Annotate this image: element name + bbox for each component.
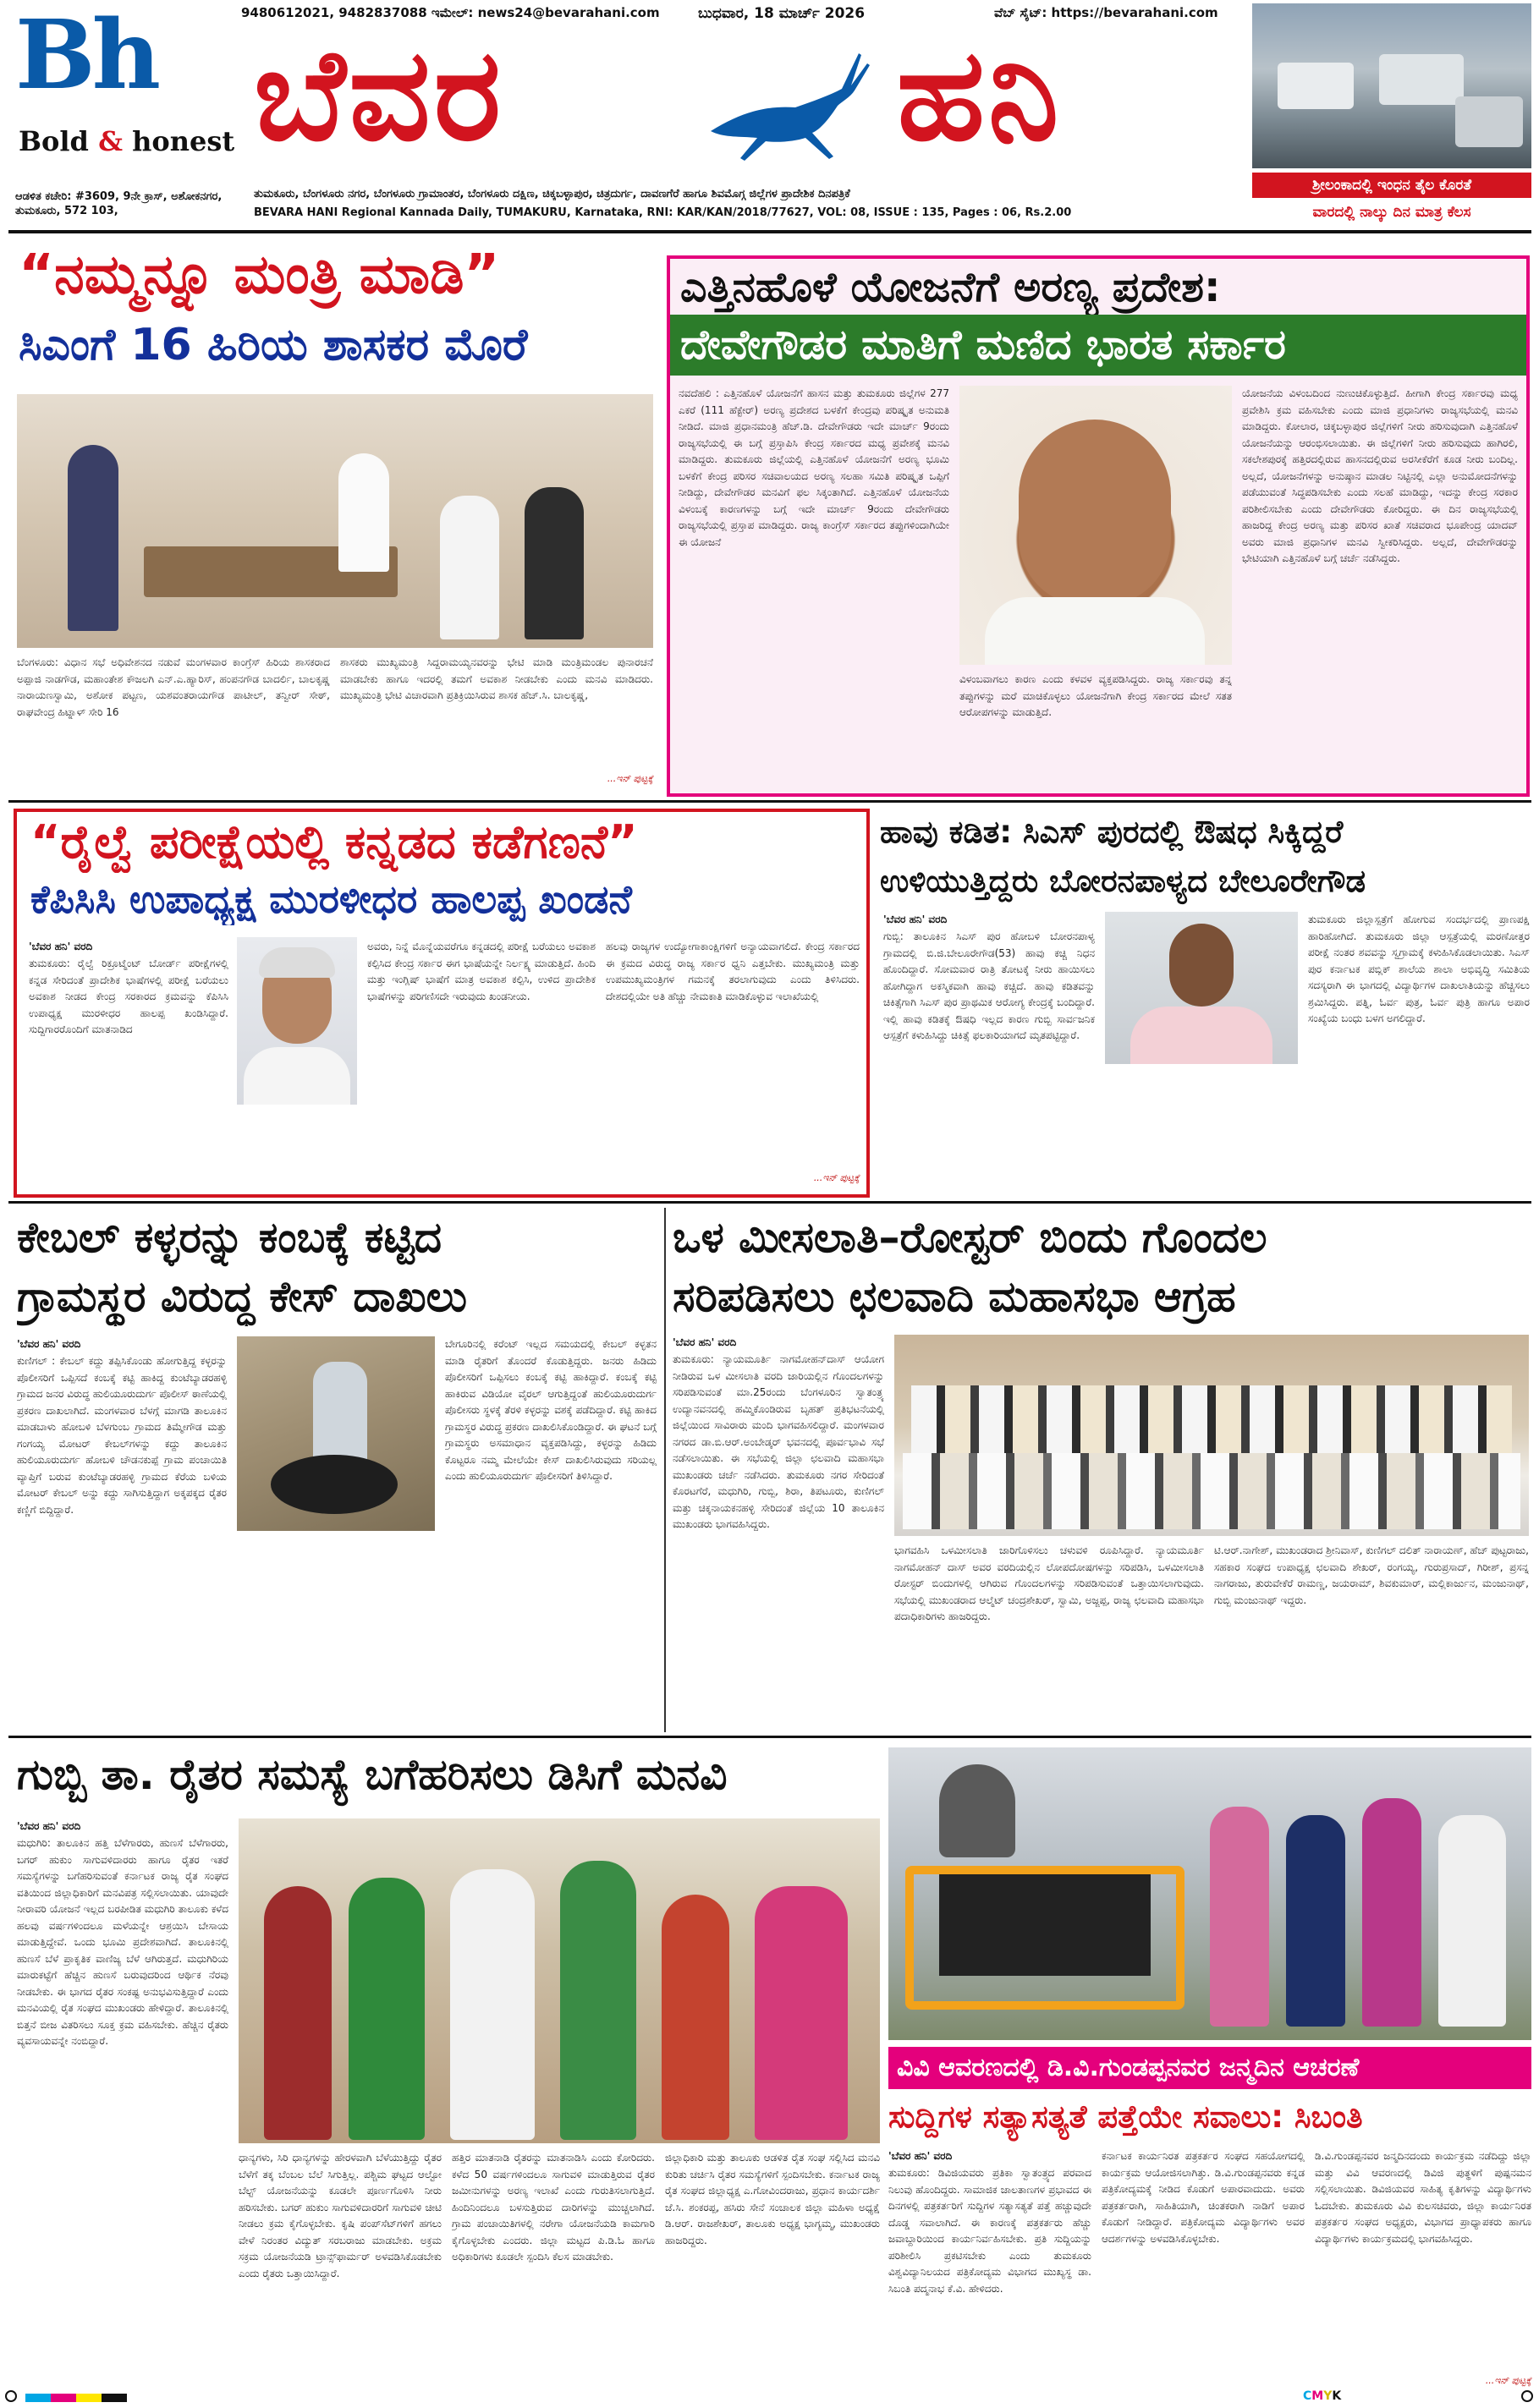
story-column: ಗುಬ್ಬಿ: ತಾಲೂಕಿನ ಸಿಎಸ್ ಪುರ ಹೋಬಳಿ ಬೋರನಪಾಳ್ಯ ಗ್ರಾಮದಲ್ಲಿ ಬಿ.ಜಿ.ಬೇಲೂರೇಗೌಡ(53) ಹಾವು ಕಚ್ಚಿ ನಿಧನ ಹೊಂದಿದ್ದಾರೆ. ಸೋಮವಾರ ರಾತ್ರಿ ತೋಟಕ್ಕೆ ನೀರು ಹಾಯಿಸಲು ಹೋಗಿದ್ದಾಗ ಅಕಸ್ಮಿಕವಾಗಿ ಹಾವು ಕಚ್ಚಿದೆ. ಹಾವು ಕಡಿತವನ್ನು ಚಿಕಿತ್ಸೆಗಾಗಿ ಸಿಎಸ್ ಪುರ ಪ್ರಾಥಮಿಕ ಆರೋಗ್ಯ ಕೇಂದ್ರಕ್ಕೆ ಬಂದಿದ್ದಾರೆ. ಇಲ್ಲಿ ಹಾವು ಕಡಿತಕ್ಕೆ ಔಷಧಿ ಇಲ್ಲದ ಕಾರಣ ಗುಬ್ಬಿ ಸಾರ್ವಜನಿಕ ಆಸ್ಪತ್ರೆಗೆ ಕಳುಹಿಸಿದ್ದು ಚಿಕಿತ್ಸೆ ಫಲಕಾರಿಯಾಗದೆ ಮೃತಪಟ್ಟಿದ್ದಾರೆ. <box>883 930 1095 1041</box>
story-photo-devegowda <box>959 386 1232 665</box>
photo-vehicle <box>1278 63 1354 109</box>
website-line: ವೆಬ್ ಸೈಟ್: https://bevarahani.com <box>994 5 1218 20</box>
story-subheadline: ದೇವೇಗೌಡರ ಮಾತಿಗೆ ಮಣಿದ ಭಾರತ ಸರ್ಕಾರ <box>670 315 1526 376</box>
edition-line: ತುಮಕೂರು, ಬೆಂಗಳೂರು ನಗರ, ಬೆಂಗಳೂರು ಗ್ರಾಮಾಂತರ, ಬೆಂಗಳೂರು ದಕ್ಷಿಣ, ಚಿಕ್ಕಬಳ್ಳಾಪುರ, ಚಿತ್ರದುರ್ಗ, ದಾವಣಗೆರೆ ಹಾಗೂ ಶಿವಮೊಗ್ಗ ಜಿಲ್ಲೆಗಳ ಪ್ರಾದೇಶಿಕ ದಿನಪತ್ರಿಕೆ <box>254 188 850 200</box>
story-photo-meeting <box>17 394 653 648</box>
photo-person <box>440 496 499 639</box>
story-column: ಯೋಜನೆಯ ವಿಳಂಬದಿಂದ ನುಣುಚಿಕೊಳ್ಳುತ್ತಿದೆ. ಹೀಗಾಗಿ ಕೇಂದ್ರ ಸರ್ಕಾರವು ಮಧ್ಯ ಪ್ರವೇಶಿಸಿ ಕ್ರಮ ವಹಿಸಬೇಕು ಎಂದು ಮಾಜಿ ಪ್ರಧಾನಿಗಳು ರಾಜ್ಯಸಭೆಯಲ್ಲಿ ಮನವಿ ಮಾಡಿದ್ದರು. ಕೋಲಾರ, ಚಿಕ್ಕಬಳ್ಳಾಪುರ ಜಿಲ್ಲೆಗಳಿಗೆ ನೀರು ಹರಿಸುವುದಾಗಿ ಎತ್ತಿನಹೊಳೆ ಯೋಜನೆಯನ್ನು ಆರಂಭಿಸಲಾಯಿತು. ಈ ಜಿಲ್ಲೆಗಳಿಗೆ ನೀರು ಹರಿಸುವುದು ಹಾಗಿರಲಿ, ಸಕಲೇಶಪುರಕ್ಕೆ ಹತ್ತಿರದಲ್ಲಿರುವ ಹಾಸನದಲ್ಲಿರುವ ಅರಸೀಕೆರೆಗೆ ಕೂಡ ನೀರು ಬಂದಿಲ್ಲ. ಅಲ್ಲದೆ, ಯೋಜನೆಗಳನ್ನು ಅನುಷ್ಠಾನ ಮಾಡಲ ನಿಟ್ಟಿನಲ್ಲಿ ಎಲ್ಲಾ ಅನುಮೋದನೆಗಳನ್ನು ಪಡೆಯುವಂತೆ ಸಿದ್ಧಪಡಿಸಬೇಕು ಎಂದು ಸಲಹೆ ಮಾಡಿದ್ದು, ಇದನ್ನು ಕೇಂದ್ರ ಸರಕಾರ ಪರಿಶೀಲಿಸಬೇಕು ಎಂದು ದೇವೇಗೌಡರು ಕೋರಿದ್ದರು. ಈ ದಿನ ರಾಜ್ಯಸಭೆಯಲ್ಲಿ ಹಾಜರಿದ್ದ ಕೇಂದ್ರ ಅರಣ್ಯ ಮತ್ತು ಪರಿಸರ ಖಾತೆ ಸಚಿವರಾದ ಭೂಪೇಂದ್ರ ಯಾದವ್ ಅವರು ಮಾಜಿ ಪ್ರಧಾನಿಗಳ ಮನವಿ ಸ್ವೀಕರಿಸಿದ್ದರು. ಅಲ್ಲದೆ, ದೇವೇಗೌಡರನ್ನು ಭೇಟಿಯಾಗಿ ಎತ್ತಿನಹೊಳೆ ಬಗ್ಗೆ ಚರ್ಚೆ ನಡೆಸಿದ್ದರು. <box>1242 387 1518 564</box>
registration-mark-icon <box>5 2390 17 2402</box>
story-photo-muralidhar <box>237 937 357 1105</box>
story-column: ತುಮಕೂರು: ಡಿವಿಜಿಯವರು ಪ್ರತಿಕಾ ಸ್ವಾತಂತ್ರ್ಯದ ಪರವಾದ ನಿಲುವು ಹೊಂದಿದ್ದರು. ಸಾಮಾಜಿಕ ಜಾಲತಾಣಗಳ ಪ್ರಭಾವದ ಈ ದಿನಗಳಲ್ಲಿ ಪತ್ರಕರ್ತರಿಗೆ ಸುದ್ದಿಗಳ ಸತ್ಯಾಸತ್ಯತೆ ಪತ್ತೆ ಹಚ್ಚುವುದೇ ದೊಡ್ಡ ಸವಾಲಾಗಿದೆ. ಈ ಕಾರಣಕ್ಕೆ ಪತ್ರಕರ್ತರು ಹೆಚ್ಚು ಜವಾಬ್ದಾರಿಯಿಂದ ಕಾರ್ಯನಿರ್ವಹಿಸಬೇಕು. ಪ್ರತಿ ಸುದ್ದಿಯನ್ನು ಪರಿಶೀಲಿಸಿ ಪ್ರಕಟಿಸಬೇಕು ಎಂದು ತುಮಕೂರು ವಿಶ್ವವಿದ್ಯಾನಿಲಯದ ಪತ್ರಿಕೋದ್ಯಮ ವಿಭಾಗದ ಮುಖ್ಯಸ್ಥ ಡಾ. ಸಿಬಂತಿ ಪದ್ಮನಾಭ ಕೆ.ವಿ. ಹೇಳಿದರು. <box>888 2167 1091 2295</box>
photo-face <box>1169 924 1234 1007</box>
logo-tagline-amp: & <box>98 125 123 157</box>
story-column: ಹಲವು ರಾಜ್ಯಗಳ ಉದ್ಯೋಗಾಕಾಂಕ್ಷಿಗಳಿಗೆ ಅನ್ಯಾಯವಾಗಲಿದೆ. ಕೇಂದ್ರ ಸರ್ಕಾರದ ಈ ಕ್ರಮದ ವಿರುದ್ಧ ರಾಜ್ಯ ಸರ್ಕಾರ ಧ್ವನಿ ಎತ್ತಬೇಕು. ಮುಖ್ಯಮಂತ್ರಿ ಮತ್ತು ಉಪಮುಖ್ಯಮಂತ್ರಿಗಳ ಗಮನಕ್ಕೆ ತರಲಾಗುವುದು ಎಂದು ತಿಳಿಸಿದರು. ದೇಶದಲ್ಲಿಯೇ ಅತಿ ಹೆಚ್ಚು ನೇಮಕಾತಿ ಮಾಡಿಕೊಳ್ಳುವ ಇಲಾಖೆಯಲ್ಲಿ <box>606 941 860 1002</box>
section-rule <box>8 1201 1531 1204</box>
story-column: ಹತ್ತಿರ ಮಾತನಾಡಿ ರೈತರನ್ನು ಮಾತನಾಡಿಸಿ ಎಂದು ಕೋರಿದರು. ಕಳೆದ 50 ವರ್ಷಗಳಿಂದಲೂ ಸಾಗುವಳಿ ಮಾಡುತ್ತಿರುವ ರೈತರ ಜಮೀನುಗಳನ್ನು ಅರಣ್ಯ ಇಲಾಖೆ ಎಂದು ಗುರುತಿಸಲಾಗುತ್ತಿದೆ. ಹಿಂದಿನಿಂದಲೂ ಬಳಸುತ್ತಿರುವ ದಾರಿಗಳನ್ನು ಮುಚ್ಚಲಾಗಿದೆ. ಗ್ರಾಮ ಪಂಚಾಯಿತಿಗಳಲ್ಲಿ ನರೇಗಾ ಯೋಜನೆಯಡಿ ಕಾಮಗಾರಿ ಕೈಗೊಳ್ಳಬೇಕು ಎಂದರು. ಜಿಲ್ಲಾ ಮಟ್ಟದ ಪಿ.ಡಿ.ಓ ಹಾಗೂ ಅಧಿಕಾರಿಗಳು ಕೂಡಲೇ ಸ್ಪಂದಿಸಿ ಕೆಲಸ ಮಾಡಬೇಕು. <box>452 2152 655 2263</box>
story-headline: “ರೈಲ್ವೆ ಪರೀಕ್ಷೆಯಲ್ಲಿ ಕನ್ನಡದ ಕಡೆಗಣನೆ” <box>30 815 638 869</box>
story-byline: 'ಬೆವರ ಹನಿ' ವರದಿ <box>17 1820 81 1832</box>
story-farmers <box>17 1742 882 2394</box>
story-column: ಡಿ.ವಿ.ಗುಂಡಪ್ಪನವರ ಜನ್ಮದಿನದಂದು ಕಾರ್ಯಕ್ರಮ ನಡೆದಿದ್ದು ಜಿಲ್ಲಾ ಮತ್ತು ವಿವಿ ಆವರಣದಲ್ಲಿ ಡಿವಿಜಿ ಪುತ್ಥಳಿಗೆ ಪುಷ್ಪನಮನ ಸಲ್ಲಿಸಲಾಯಿತು. ಡಿವಿಜಿಯವರ ಸಾಹಿತ್ಯ ಕೃತಿಗಳನ್ನು ವಿದ್ಯಾರ್ಥಿಗಳು ಓದಬೇಕು. ತುಮಕೂರು ವಿವಿ ಕುಲಸಚಿವರು, ಜಿಲ್ಲಾ ಕಾರ್ಯನಿರತ ಪತ್ರಕರ್ತರ ಸಂಘದ ಅಧ್ಯಕ್ಷರು, ವಿಭಾಗದ ಪ್ರಾಧ್ಯಾಪಕರು ಹಾಗೂ ವಿದ್ಯಾರ್ಥಿಗಳು ಕಾರ್ಯಕ್ರಮದಲ್ಲಿ ಭಾಗವಹಿಸಿದ್ದರು. <box>1315 2150 1531 2245</box>
story-column: ಬೇಗೂರಿನಲ್ಲಿ ಕರೆಂಟ್ ಇಲ್ಲದ ಸಮಯದಲ್ಲಿ ಕೇಬಲ್ ಕಳ್ಳತನ ಮಾಡಿ ರೈತರಿಗೆ ತೊಂದರೆ ಕೊಡುತ್ತಿದ್ದರು. ಜನರು ಹಿಡಿದು ಪೊಲೀಸರಿಗೆ ಒಪ್ಪಿಸಲು ಕಂಬಕ್ಕೆ ಕಟ್ಟಿ ಹಾಕಿದ್ದಾರೆ. ಕಂಬಕ್ಕೆ ಕಟ್ಟಿ ಹಾಕಿರುವ ವಿಡಿಯೋ ವೈರಲ್ ಆಗುತ್ತಿದ್ದಂತೆ ಹುಲಿಯೂರುದುರ್ಗ ಪೊಲೀಸರು ಸ್ಥಳಕ್ಕೆ ತೆರಳಿ ಕಳ್ಳರನ್ನು ವಶಕ್ಕೆ ಪಡೆದಿದ್ದಾರೆ. ಕಟ್ಟಿ ಹಾಕಿದ ಗ್ರಾಮಸ್ಥರ ವಿರುದ್ಧ ಪ್ರಕರಣ ದಾಖಲಿಸಿಕೊಂಡಿದ್ದಾರೆ. ಈ ಘಟನೆ ಬಗ್ಗೆ ಗ್ರಾಮಸ್ಥರು ಅಸಮಾಧಾನ ವ್ಯಕ್ತಪಡಿಸಿದ್ದು, ಕಳ್ಳರನ್ನು ಹಿಡಿದು ಕೊಟ್ಟರೂ ನಮ್ಮ ಮೇಲೆಯೇ ಕೇಸ್ ದಾಖಲಿಸಿರುವುದು ಸರಿಯಲ್ಲ ಎಂದು ಹುಲಿಯೂರುದುರ್ಗ ಪೊಲೀಸರಿಗೆ ತಿಳಿಸಿದ್ದಾರೆ. <box>445 1338 657 1482</box>
cmyk-swatch-black <box>102 2394 127 2402</box>
photo-person <box>1210 1807 1269 2027</box>
masthead-title-left: ಬೆವರ <box>254 22 505 169</box>
story-headline: ಕೇಬಲ್ ಕಳ್ಳರನ್ನು ಕಂಬಕ್ಕೆ ಕಟ್ಟಿದ <box>17 1213 442 1262</box>
registration-mark-icon <box>1521 2390 1533 2402</box>
photo-flowers <box>905 1866 1184 2010</box>
photo-person <box>313 1362 367 1463</box>
photo-person <box>349 1878 425 2140</box>
story-column: ಕರ್ನಾಟಕ ಕಾರ್ಯನಿರತ ಪತ್ರಕರ್ತರ ಸಂಘದ ಸಹಯೋಗದಲ್ಲಿ ಕಾರ್ಯಕ್ರಮ ಆಯೋಜಿಸಲಾಗಿತ್ತು. ಡಿ.ವಿ.ಗುಂಡಪ್ಪನವರು ಕನ್ನಡ ಪತ್ರಿಕೋದ್ಯಮಕ್ಕೆ ನೀಡಿದ ಕೊಡುಗೆ ಅಪಾರವಾದುದು. ಅವರು ಪತ್ರಕರ್ತರಾಗಿ, ಸಾಹಿತಿಯಾಗಿ, ಚಿಂತಕರಾಗಿ ನಾಡಿಗೆ ಅಪಾರ ಕೊಡುಗೆ ನೀಡಿದ್ದಾರೆ. ಪತ್ರಿಕೋದ್ಯಮ ವಿದ್ಯಾರ್ಥಿಗಳು ಅವರ ಆದರ್ಶಗಳನ್ನು ಅಳವಡಿಸಿಕೊಳ್ಳಬೇಕು. <box>1102 2150 1305 2245</box>
story-subheadline: ಉಳಿಯುತ್ತಿದ್ದರು ಬೋರನಪಾಳ್ಯದ ಬೇಲೂರೇಗೌಡ <box>880 863 1366 899</box>
cmyk-letter-c: C <box>1303 2389 1312 2403</box>
story-headline: ವಿವಿ ಆವರಣದಲ್ಲಿ ಡಿ.ವಿ.ಗುಂಡಪ್ಪನವರ ಜನ್ಮದಿನ ಆಚರಣೆ <box>888 2047 1531 2089</box>
section-rule <box>8 800 1531 803</box>
cmyk-letter-k: K <box>1332 2389 1342 2403</box>
story-column: ಮಧುಗಿರಿ: ತಾಲೂಕಿನ ಹತ್ತಿ ಬೆಳೆಗಾರರು, ಹುಣಸೆ ಬೆಳೆಗಾರರು, ಬಗರ್ ಹುಕುಂ ಸಾಗುವಳಿದಾರರು ಹಾಗೂ ರೈತರ ಇತರೆ ಸಮಸ್ಯೆಗಳನ್ನು ಬಗೆಹರಿಸುವಂತೆ ಕರ್ನಾಟಕ ರಾಜ್ಯ ರೈತ ಸಂಘದ ವತಿಯಿಂದ ಜಿಲ್ಲಾಧಿಕಾರಿಗೆ ಮನವಿಪತ್ರ ಸಲ್ಲಿಸಲಾಯಿತು. ಯಾವುದೇ ನೀರಾವರಿ ಯೋಜನೆ ಇಲ್ಲದ ಬರಪೀಡಿತ ಮಧುಗಿರಿ ತಾಲೂಕು ಕಳೆದ ಹಲವು ವರ್ಷಗಳಿಂದಲೂ ಮಳೆಯನ್ನೇ ಆಶ್ರಯಿಸಿ ಬೇಸಾಯ ಮಾಡುತ್ತಿದ್ದೇವೆ. ಒಂದು ಭೂಮಿ ಪ್ರದೇಶವಾಗಿದೆ. ತಾಲೂಕಿನಲ್ಲಿ ಹುಣಸೆ ಬೆಳೆ ಪ್ರಾಕೃತಿಕ ವಾಣಿಜ್ಯ ಬೆಳೆ ಆಗಿರುತ್ತದೆ. ಮಧುಗಿರಿಯ ಮಾರುಕಟ್ಟೆಗೆ ಹೆಚ್ಚಿನ ಹುಣಸೆ ಬರುವುದರಿಂದ ಆರ್ಥಿಕ ನೆರವು ನೀಡಬೇಕು. ಈ ಭಾಗದ ರೈತರ ಸಂಕಷ್ಟ ಅನುಭವಿಸುತ್ತಿದ್ದಾರೆ ಎಂದು ಮನವಿಯಲ್ಲಿ ರೈತ ಸಂಘದ ಮುಖಂಡರು ಹೇಳಿದ್ದಾರೆ. ತಾಲೂಕಿನಲ್ಲಿ ಬಿತ್ತನೆ ಬೀಜ ವಿತರಿಸಲು ಸೂಕ್ತ ಕ್ರಮ ವಹಿಸಬೇಕು. ಹೆಚ್ಚಿನ ರೈತರು ವ್ಯವಸಾಯವನ್ನೇ ನಂಬಿದ್ದಾರೆ. <box>17 1837 228 2047</box>
story-photo-belooregowda <box>1105 912 1298 1064</box>
story-subheadline: ಸಿಎಂಗೆ 16 ಹಿರಿಯ ಶಾಸಕರ ಮೊರೆ <box>19 320 528 370</box>
story-subheadline: ಕೆಪಿಸಿಸಿ ಉಪಾಧ್ಯಕ್ಷ ಮುರಳೀಧರ ಹಾಲಪ್ಪ ಖಂಡನೆ <box>30 876 632 922</box>
story-column: ನವದೆಹಲಿ : ಎತ್ತಿನಹೊಳೆ ಯೋಜನೆಗೆ ಹಾಸನ ಮತ್ತು ತುಮಕೂರು ಜಿಲ್ಲೆಗಳ 277 ಎಕರೆ (111 ಹೆಕ್ಟೇರ್) ಅರಣ್ಯ ಪ್ರದೇಶದ ಬಳಕೆಗೆ ಕೇಂದ್ರವು ಪರಿಷ್ಕೃತ ಅನುಮತಿ ನೀಡಿದೆ. ಮಾಜಿ ಪ್ರಧಾನಮಂತ್ರಿ ಹೆಚ್.ಡಿ. ದೇವೇಗೌಡರು ಇದೇ ಮಾರ್ಚ್ 9ರಂದು ರಾಜ್ಯಸಭೆಯಲ್ಲಿ ಈ ಬಗ್ಗೆ ಪ್ರಸ್ತಾಪಿಸಿ ಕೇಂದ್ರ ಸರ್ಕಾರದ ಮಧ್ಯ ಪ್ರವೇಶಕ್ಕೆ ಮನವಿ ಮಾಡಿದ್ದರು. ತುಮಕೂರು ಜಿಲ್ಲೆಯಲ್ಲಿ ಎತ್ತಿನಹೊಳೆ ಯೋಜನೆಗೆ ಅರಣ್ಯ ಭೂಮಿ ಬಳಕೆಗೆ ಕೇಂದ್ರ ಪರಿಸರ ಸಚಿವಾಲಯದ ಅರಣ್ಯ ಸಲಹಾ ಸಮಿತಿ ಪರಿಷ್ಕೃತ ಒಪ್ಪಿಗೆ ನೀಡಿದ್ದು, ದೇವೇಗೌಡರ ಮನವಿಗೆ ಫಲ ಸಿಕ್ಕಂತಾಗಿದೆ. ಎತ್ತಿನಹೊಳೆ ಯೋಜನೆಯ ವಿಳಂಬಕ್ಕೆ ಕಾರಣಗಳನ್ನು ಬಗ್ಗೆ ಇದೇ ಮಾರ್ಚ್ 9ರಂದು ದೇವೇಗೌಡರು ರಾಜ್ಯಸಭೆಯಲ್ಲಿ ಪ್ರಸ್ತಾಪ ಮಾಡಿದ್ದರು. ರಾಜ್ಯ ಕಾಂಗ್ರೆಸ್ ಸರ್ಕಾರದ ತಪ್ಪುಗಳಿಂದಾಗಿಯೇ ಈ ಯೋಜನೆ <box>679 387 949 548</box>
story-byline: 'ಬೆವರ ಹನಿ' ವರದಿ <box>883 913 948 925</box>
photo-hair <box>259 947 335 978</box>
registration-line: BEVARA HANI Regional Kannada Daily, TUMAKURU, Karnataka, RNI: KAR/KAN/2018/77627, VOL: 08, ISSUE : 135, Pages : 06, Rs.2.00 <box>254 206 1072 219</box>
section-rule <box>8 1736 1531 1738</box>
photo-person <box>525 487 584 639</box>
story-ettinahole <box>667 255 1530 797</box>
story-column: ತುಮಕೂರು: ರೈಲ್ವೆ ರಿಕ್ರೂಟ್ಮೆಂಟ್ ಬೋರ್ಡ್ ಪರೀಕ್ಷೆಗಳಲ್ಲಿ ಕನ್ನಡ ಸೇರಿದಂತೆ ಪ್ರಾದೇಶಿಕ ಭಾಷೆಗಳಲ್ಲಿ ಪರೀಕ್ಷೆ ಬರೆಯಲು ಅವಕಾಶ ನೀಡದ ಕೇಂದ್ರ ಸರಕಾರದ ಕ್ರಮವನ್ನು ಕೆಪಿಸಿಸಿ ಉಪಾಧ್ಯಕ್ಷ ಮುರಳೀಧರ ಹಾಲಪ್ಪ ಖಂಡಿಸಿದ್ದಾರೆ. ಸುದ್ದಿಗಾರರೊಂದಿಗೆ ಮಾತನಾಡಿದ <box>29 957 228 1035</box>
story-mantri <box>0 237 660 795</box>
photo-crowd-row <box>903 1453 1520 1529</box>
story-photo-group <box>894 1335 1529 1536</box>
story-dvg <box>888 1742 1531 2394</box>
story-column: ಧಾನ್ಯಗಳು, ಸಿರಿ ಧಾನ್ಯಗಳನ್ನು ಹೇರಳವಾಗಿ ಬೆಳೆಯುತ್ತಿದ್ದು ರೈತರ ಬೆಳೆಗೆ ತಕ್ಕ ಬೆಂಬಲ ಬೆಲೆ ಸಿಗುತ್ತಿಲ್ಲ. ಪಶ್ಚಿಮ ಘಟ್ಟದ ಆಲ್ಟೋ ಬೆಲ್ಟ್ ಯೋಜನೆಯನ್ನು ಕೂಡಲೇ ಪೂರ್ಣಗೊಳಿಸಿ ನೀರು ಹರಿಸಬೇಕು. ಬಗರ್ ಹುಕುಂ ಸಾಗುವಳಿದಾರರಿಗೆ ಸಾಗುವಳಿ ಚೀಟಿ ನೀಡಲು ಕ್ರಮ ಕೈಗೊಳ್ಳಬೇಕು. ಕೃಷಿ ಪಂಪ್‌ಸೆಟ್‌ಗಳಿಗೆ ಹಗಲು ವೇಳೆ ನಿರಂತರ ವಿದ್ಯುತ್ ಸರಬರಾಜು ಮಾಡಬೇಕು. ಅಕ್ರಮ ಸಕ್ರಮ ಯೋಜನೆಯಡಿ ಟ್ರಾನ್ಸ್‌ಫಾರ್ಮರ್ ಅಳವಡಿಸಿಕೊಡಬೇಕು ಎಂದು ರೈತರು ಒತ್ತಾಯಿಸಿದ್ದಾರೆ. <box>239 2152 442 2279</box>
photo-statue <box>939 1764 1015 1857</box>
photo-face <box>1019 420 1171 606</box>
masthead-rule <box>8 230 1531 233</box>
story-headline: “ನಮ್ಮನ್ನೂ ಮಂತ್ರಿ ಮಾಡಿ” <box>19 244 500 306</box>
cmyk-letter-m: M <box>1311 2389 1324 2403</box>
cmyk-swatch-magenta <box>51 2394 76 2402</box>
story-column: ಭಾಗವಹಿಸಿ ಒಳಮೀಸಲಾತಿ ಜಾರಿಗೊಳಿಸಲು ಚಳುವಳಿ ರೂಪಿಸಿದ್ದಾರೆ. ನ್ಯಾಯಮೂರ್ತಿ ನಾಗಮೋಹನ್ ದಾಸ್ ಅವರ ವರದಿಯಲ್ಲಿನ ಲೋಪದೋಷಗಳನ್ನು ಸರಿಪಡಿಸಿ, ಒಳಮೀಸಲಾತಿ ರೋಸ್ಟರ್ ಬಿಂದುಗಳಲ್ಲಿ ಆಗಿರುವ ಗೊಂದಲಗಳನ್ನು ಸರಿಪಡಿಸುವಂತೆ ಒತ್ತಾಯಿಸಲಾಗುವುದು. ಸಭೆಯಲ್ಲಿ ಮುಖಂಡರಾದ ಆಲ್ಮೆಟ್ ಚಂದ್ರಶೇಖರ್, ಸ್ವಾಮಿ, ಅಜ್ಜಪ್ಪ, ರಾಜ್ಯ ಛಲವಾದಿ ಮಹಾಸಭಾ ಪದಾಧಿಕಾರಿಗಳು ಹಾಜರಿದ್ದರು. <box>894 1544 1204 1622</box>
photo-vehicle <box>1379 54 1464 105</box>
photo-shirt <box>1130 1007 1272 1064</box>
logo-letters: Bh <box>15 0 158 111</box>
story-snakebite <box>880 807 1531 1196</box>
photo-shirt <box>244 1047 350 1105</box>
story-column: ಕುಣಿಗಲ್ : ಕೇಬಲ್ ಕದ್ದು ತಪ್ಪಿಸಿಕೊಂಡು ಹೋಗುತ್ತಿದ್ದ ಕಳ್ಳರನ್ನು ಪೊಲೀಸರಿಗೆ ಒಪ್ಪಿಸದೆ ಕಂಬಕ್ಕೆ ಕಟ್ಟಿ ಹಾಕಿದ್ದ ಕುಂಟೆಬ್ಯಾಡರಹಳ್ಳಿ ಗ್ರಾಮದ ಜನರ ವಿರುದ್ಧ ಹುಲಿಯೂರುದುರ್ಗ ಪೊಲೀಸ್ ಠಾಣೆಯಲ್ಲಿ ಪ್ರಕರಣ ದಾಖಲಾಗಿದೆ. ಮಂಗಳವಾರ ಬೆಳಗ್ಗೆ ಮಾಗಡಿ ತಾಲೂಕಿನ ಮಾಡಬಾಳು ಹೋಬಳಿ ಬೆಳಗುಂಬ ಗ್ರಾಮದ ತಿಮ್ಮೇಗೌಡ ಮತ್ತು ಗಂಗಯ್ಯ ಮೋಟರ್ ಕೇಬಲ್‌ಗಳನ್ನು ಕದ್ದು ತಾಲೂಕಿನ ಹುಲಿಯೂರುದುರ್ಗ ಹೋಬಳಿ ಚೌಡನಕುಪ್ಪೆ ಗ್ರಾಮ ಪಂಚಾಯಿತಿ ವ್ಯಾಪ್ತಿಗೆ ಬರುವ ಕುಂಟೆಬ್ಯಾಡರಹಳ್ಳಿ ಗ್ರಾಮದ ಕೆರೆಯ ಬಳಿಯ ಮೋಟರ್ ಕೇಬಲ್ ಅನ್ನು ಕದ್ದು ಸಾಗಿಸುತ್ತಿದ್ದಾಗ ಅಕ್ಕಪಕ್ಕದ ರೈತರ ಕಣ್ಣಿಗೆ ಬಿದ್ದಿದ್ದಾರೆ. <box>17 1355 227 1516</box>
logo-tagline-bold: Bold <box>19 125 89 157</box>
cmyk-letters <box>1303 2389 1341 2403</box>
cmyk-letter-y: Y <box>1323 2389 1333 2403</box>
story-byline: 'ಬೆವರ ಹನಿ' ವರದಿ <box>17 1338 81 1350</box>
story-photo-dvg <box>888 1747 1531 2040</box>
cmyk-bar <box>25 2394 152 2402</box>
cmyk-swatch-yellow <box>76 2394 102 2402</box>
story-photo-farmers <box>239 1818 880 2143</box>
phone-email: 9480612021, 9482837088 ಇಮೇಲ್: news24@bevarahani.com <box>241 5 660 20</box>
story-headline: ಒಳ ಮೀಸಲಾತಿ–ರೋಸ್ಟರ್ ಬಿಂದು ಗೊಂದಲ <box>673 1213 1267 1262</box>
story-headline: ಗುಬ್ಬಿ ತಾ. ರೈತರ ಸಮಸ್ಯೆ ಬಗೆಹರಿಸಲು ಡಿಸಿಗೆ ಮನವಿ <box>17 1750 728 1799</box>
photo-crowd-row <box>911 1385 1512 1453</box>
side-caption-1: ಶ್ರೀಲಂಕಾದಲ್ಲಿ ಇಂಧನ ತೈಲ ಕೊರತೆ <box>1252 173 1531 198</box>
photo-shirt <box>985 597 1205 665</box>
story-column: ಬೆಂಗಳೂರು: ವಿಧಾನ ಸಭೆ ಅಧಿವೇಶನದ ನಡುವೆ ಮಂಗಳವಾರ ಕಾಂಗ್ರೆಸ್ ಹಿರಿಯ ಶಾಸಕರಾದ ಅಪ್ಪಾಜಿ ನಾಡಗೌಡ, ಮಹಾಂತೇಶ ಕೌಜಲಗಿ ಎನ್.ಎ.ಹ್ಯಾರಿಸ್, ಹಂಪನಗೌಡ ಬಾದರ್ಲಿ, ಬಾಲಕೃಷ್ಣ ನಾರಾಯಣಸ್ವಾಮಿ, ಅಶೋಕ ಪಟ್ಟಣ, ಯಶವಂತರಾಯಗೌಡ ಪಾಟೀಲ್, ತನ್ವೀರ್ ಸೇಠ್, ರಾಘವೇಂದ್ರ ಹಿಟ್ನಾಳ್ ಸೇರಿ 16 <box>17 656 330 718</box>
story-subheadline: ಸರಿಪಡಿಸಲು ಛಲವಾದಿ ಮಹಾಸಭಾ ಆಗ್ರಹ <box>673 1272 1236 1321</box>
story-byline: 'ಬೆವರ ಹನಿ' ವರದಿ <box>888 2150 953 2162</box>
logo-tagline <box>19 125 234 157</box>
story-byline: 'ಬೆವರ ಹನಿ' ವರದಿ <box>673 1336 737 1348</box>
cmyk-swatch-cyan <box>25 2394 51 2402</box>
photo-person <box>450 1869 535 2140</box>
column-divider <box>664 1208 666 1732</box>
story-subheadline: ಗ್ರಾಮಸ್ಥರ ವಿರುದ್ಧ ಕೇಸ್ ದಾಖಲು <box>17 1272 467 1321</box>
photo-vehicle <box>1455 96 1523 147</box>
story-headline: ಹಾವು ಕಡಿತ: ಸಿಎಸ್ ಪುರದಲ್ಲಿ ಔಷಧ ಸಿಕ್ಕಿದ್ದರೆ <box>880 814 1344 850</box>
photo-person <box>662 1895 729 2140</box>
continued-marker: ...ಇನ್ ಪುಟ್ಟಕ್ಕೆ <box>1485 2375 1531 2386</box>
story-column: ವಿಳಂಬವಾಗಲು ಕಾರಣ ಎಂದು ಕಳವಳ ವ್ಯಕ್ತಪಡಿಸಿದ್ದರು. ರಾಜ್ಯ ಸರ್ಕಾರವು ತನ್ನ ತಪ್ಪುಗಳನ್ನು ಮರೆ ಮಾಚಿಕೊಳ್ಳಲು ಯೋಜನೆಗಾಗಿ ಕೇಂದ್ರ ಸರ್ಕಾರದ ಮೇಲೆ ಸತತ ಆರೋಪಗಳನ್ನು ಮಾಡುತ್ತಿದೆ. <box>959 673 1232 718</box>
story-photo-cables <box>237 1336 435 1531</box>
date-line: ಬುಧವಾರ, 18 ಮಾರ್ಚ್ 2026 <box>698 5 866 22</box>
deer-logo-icon <box>694 30 880 173</box>
story-railway <box>14 809 870 1198</box>
continued-marker: ...ಇನ್ ಪುಟ್ಟಕ್ಕೆ <box>813 1172 860 1183</box>
photo-person <box>755 1886 848 2140</box>
photo-person <box>338 453 389 572</box>
story-subheadline: ಸುದ್ದಿಗಳ ಸತ್ಯಾಸತ್ಯತೆ ಪತ್ತೆಯೇ ಸವಾಲು: ಸಿಬಂತಿ <box>888 2098 1363 2135</box>
photo-person <box>1362 1798 1421 2027</box>
story-reservation <box>673 1208 1531 1732</box>
office-address: ಆಡಳಿತ ಕಚೇರಿ: #3609, 9ನೇ ಕ್ರಾಸ್, ಅಶೋಕನಗರ, ತುಮಕೂರು, 572 103, <box>15 190 223 217</box>
photo-cable-coil <box>271 1455 398 1514</box>
continued-marker: ...ಇನ್ ಪುಟ್ಟಕ್ಕೆ <box>607 773 653 784</box>
story-column: ಅವರು, ನಿನ್ನೆ ಮೊನ್ನೆಯವರೆಗೂ ಕನ್ನಡದಲ್ಲಿ ಪರೀಕ್ಷೆ ಬರೆಯಲು ಅವಕಾಶ ಕಲ್ಪಿಸಿದ ಕೇಂದ್ರ ಸರ್ಕಾರ ಈಗ ಭಾಷೆಯನ್ನೇ ನಿರ್ಲಕ್ಷ್ಯ ಮಾಡುತ್ತಿದೆ. ಹಿಂದಿ ಮತ್ತು ಇಂಗ್ಲಿಷ್ ಭಾಷೆಗೆ ಮಾತ್ರ ಅವಕಾಶ ಕಲ್ಪಿಸಿ, ಉಳಿದ ಪ್ರಾದೇಶಿಕ ಭಾಷೆಗಳನ್ನು ಪರಿಗಣಿಸದೇ ಇರುವುದು ಖಂಡನೀಯ. <box>367 941 596 1002</box>
story-column: ಟಿ.ಆರ್.ನಾಗೇಶ್, ಮುಖಂಡರಾದ ಶ್ರೀನಿವಾಸ್, ಕುಣಿಗಲ್ ದಲಿತ್ ನಾರಾಯಣ್, ಹೆಚ್ ಪುಟ್ಟರಾಜು, ಸಹಕಾರ ಸಂಘದ ಉಪಾಧ್ಯಕ್ಷ ಛಲವಾದಿ ಶೇಖರ್, ರಂಗಯ್ಯ, ಗುರುಪ್ರಸಾದ್, ಗಿರೀಶ್, ಪ್ರಸನ್ನ ನಾಗರಾಜು, ತುರುವೇಕೆರೆ ರಾಮಣ್ಣ, ಜಯರಾಮ್, ಶಿವಕುಮಾರ್, ಮಲ್ಲಿಕಾರ್ಜುನ, ಮಂಜುನಾಥ್, ಗುಬ್ಬಿ ಮಂಜುನಾಥ್ ಇದ್ದರು. <box>1214 1544 1529 1606</box>
photo-person <box>68 445 118 631</box>
photo-person <box>1438 1815 1506 2027</box>
photo-person <box>1286 1815 1345 2027</box>
photo-person <box>560 1861 636 2140</box>
photo-person <box>264 1886 332 2140</box>
side-caption-2: ವಾರದಲ್ಲಿ ನಾಲ್ಕು ದಿನ ಮಾತ್ರ ಕೆಲಸ <box>1312 204 1471 221</box>
story-byline: 'ಬೆವರ ಹನಿ' ವರದಿ <box>29 941 93 952</box>
story-column: ತುಮಕೂರು ಜಿಲ್ಲಾಸ್ಪತ್ರೆಗೆ ಹೋಗುವ ಸಂದರ್ಭದಲ್ಲಿ ಪ್ರಾಣಪಕ್ಷಿ ಹಾರಿಹೋಗಿದೆ. ತುಮಕೂರು ಜಿಲ್ಲಾ ಆಸ್ಪತ್ರೆಯಲ್ಲಿ ಮರಣೋತ್ತರ ಪರೀಕ್ಷೆ ನಂತರ ಶವವನ್ನು ಸ್ವಗ್ರಾಮಕ್ಕೆ ಕಳುಹಿಸಿಕೊಡಲಾಯಿತು. ಸಿಎಸ್ ಪುರ ಕರ್ನಾಟಕ ಪಬ್ಲಿಕ್ ಶಾಲೆಯ ಶಾಲಾ ಅಭಿವೃದ್ಧಿ ಸಮಿತಿಯ ಸದಸ್ಯರಾಗಿ ಈ ಭಾಗದಲ್ಲಿ ವಿದ್ಯಾರ್ಥಿಗಳ ದಾಖಲಾತಿಯನ್ನು ಹೆಚ್ಚಿಸಲು ಶ್ರಮಿಸಿದ್ದರು. ಪತ್ನಿ, ಓರ್ವ ಪುತ್ರ, ಓರ್ವ ಪುತ್ರಿ ಹಾಗೂ ಅಪಾರ ಸಂಖ್ಯೆಯ ಬಂಧು ಬಳಗ ಅಗಲಿದ್ದಾರೆ. <box>1308 913 1530 1024</box>
story-cable-thieves <box>17 1208 657 1732</box>
story-headline: ಎತ್ತಿನಹೊಳೆ ಯೋಜನೆಗೆ ಅರಣ್ಯ ಪ್ರದೇಶ: <box>680 263 1221 311</box>
masthead <box>0 0 1539 228</box>
story-column: ಜಿಲ್ಲಾಧಿಕಾರಿ ಮತ್ತು ತಾಲೂಕು ಆಡಳಿತ ರೈತ ಸಂಘ ಸಲ್ಲಿಸಿದ ಮನವಿ ಕುರಿತು ಚರ್ಚಿಸಿ ರೈತರ ಸಮಸ್ಯೆಗಳಿಗೆ ಸ್ಪಂದಿಸಬೇಕು. ಕರ್ನಾಟಕ ರಾಜ್ಯ ರೈತ ಸಂಘದ ಜಿಲ್ಲಾಧ್ಯಕ್ಷ ಎ.ಗೋವಿಂದರಾಜು, ಪ್ರಧಾನ ಕಾರ್ಯದರ್ಶಿ ಜೆ.ಸಿ. ಶಂಕರಪ್ಪ, ಹಸಿರು ಸೇನೆ ಸಂಚಾಲಕ ಜಿಲ್ಲಾ ಮಹಿಳಾ ಅಧ್ಯಕ್ಷೆ ಡಿ.ಆರ್. ರಾಜಶೇಖರ್, ತಾಲೂಕು ಅಧ್ಯಕ್ಷ ಭಾಗ್ಯಮ್ಮ, ಮುಖಂಡರು ಹಾಜರಿದ್ದರು. <box>665 2152 880 2246</box>
story-column: ತುಮಕೂರು: ನ್ಯಾಯಮೂರ್ತಿ ನಾಗಮೋಹನ್‌ದಾಸ್ ಆಯೋಗ ನೀಡಿರುವ ಒಳ ಮೀಸಲಾತಿ ವರದಿ ಜಾರಿಯಲ್ಲಿನ ಗೊಂದಲಗಳನ್ನು ಸರಿಪಡಿಸುವಂತೆ ಮಾ.25ರಂದು ಬೆಂಗಳೂರಿನ ಸ್ವಾತಂತ್ರ್ಯ ಉದ್ಯಾನವನದಲ್ಲಿ ಹಮ್ಮಿಕೊಂಡಿರುವ ಬೃಹತ್ ಪ್ರತಿಭಟನೆಯಲ್ಲಿ ಜಿಲ್ಲೆಯಿಂದ ಸಾವಿರಾರು ಮಂದಿ ಭಾಗವಹಿಸಲಿದ್ದಾರೆ. ಮಂಗಳವಾರ ನಗರದ ಡಾ.ಬಿ.ಆರ್.ಅಂಬೇಡ್ಕರ್ ಭವನದಲ್ಲಿ ಪೂರ್ವಭಾವಿ ಸಭೆ ನಡೆಸಲಾಯಿತು. ಈ ಸಭೆಯಲ್ಲಿ ಜಿಲ್ಲಾ ಛಲವಾದಿ ಮಹಾಸಭಾ ಮುಖಂಡರು ಚರ್ಚೆ ನಡೆಸಿದರು. ತುಮಕೂರು ನಗರ ಸೇರಿದಂತೆ ಕೊರಟಗೆರೆ, ಮಧುಗಿರಿ, ಗುಬ್ಬಿ, ಶಿರಾ, ತಿಪಟೂರು, ಕುಣಿಗಲ್ ಮತ್ತು ಚಿಕ್ಕನಾಯಕನಹಳ್ಳಿ ಸೇರಿದಂತೆ ಜಿಲ್ಲೆಯ 10 ತಾಲೂಕಿನ ಮುಖಂಡರು ಭಾಗವಹಿಸಿದ್ದರು. <box>673 1353 884 1530</box>
logo-tagline-honest: honest <box>132 125 235 157</box>
masthead-title-right: ಹನಿ <box>897 22 1063 169</box>
story-column: ಶಾಸಕರು ಮುಖ್ಯಮಂತ್ರಿ ಸಿದ್ದರಾಮಯ್ಯನವರನ್ನು ಭೇಟಿ ಮಾಡಿ ಮಂತ್ರಿಮಂಡಲ ಪುನಾರಚನೆ ಮಾಡಬೇಕು ಹಾಗೂ ಇದರಲ್ಲಿ ತಮಗೆ ಅವಕಾಶ ನೀಡಬೇಕು ಎಂದು ಮನವಿ ಮಾಡಿದರು. ಮುಖ್ಯಮಂತ್ರಿ ಭೇಟಿ ವಿಚಾರವಾಗಿ ಪ್ರತಿಕ್ರಿಯಿಸಿರುವ ಶಾಸಕ ಹೆಚ್.ಸಿ. ಬಾಲಕೃಷ್ಣ, <box>340 656 653 701</box>
side-news-photo <box>1252 3 1531 168</box>
